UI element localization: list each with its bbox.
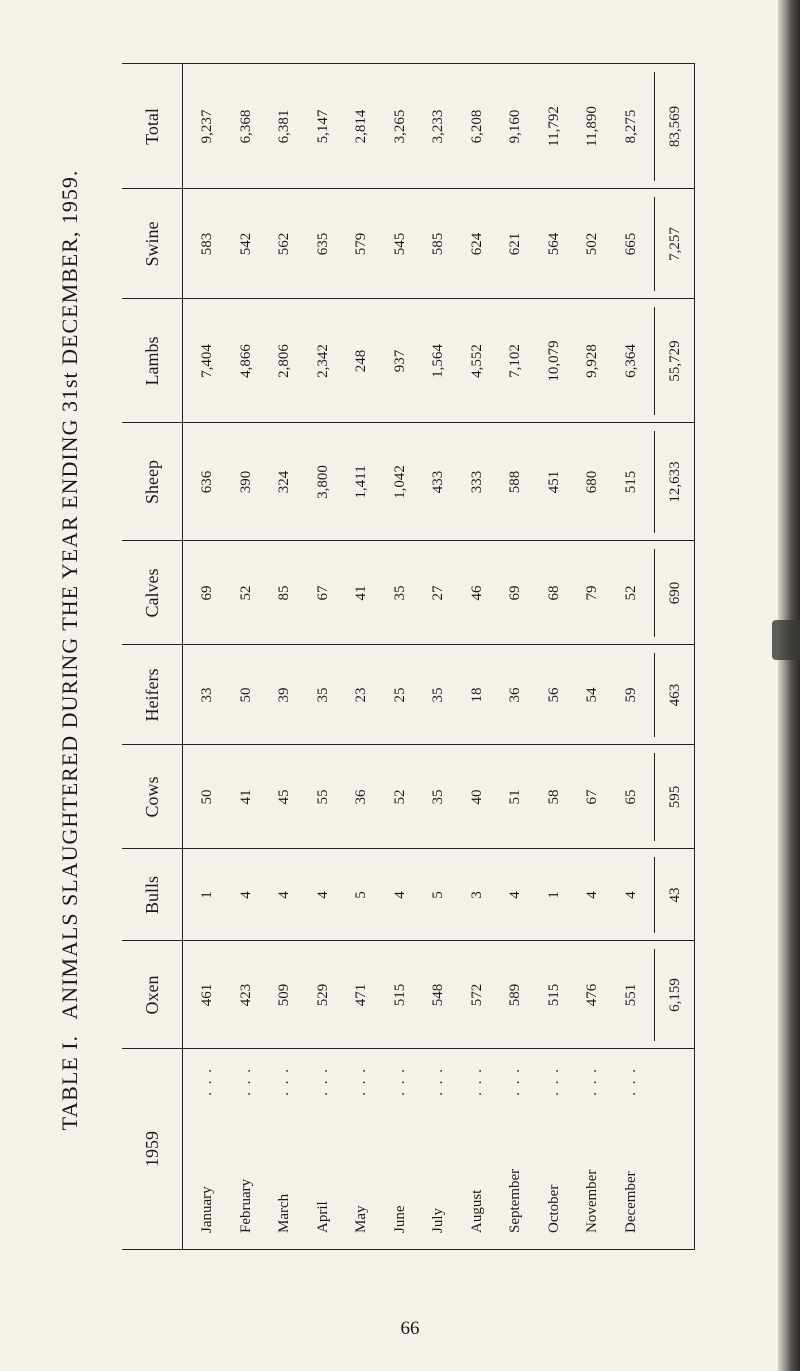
month-label xyxy=(573,1049,611,1249)
leader-dots: . . . xyxy=(584,1067,600,1096)
slaughter-table xyxy=(122,63,695,1250)
month-name: October xyxy=(545,1184,562,1233)
month-label xyxy=(381,1049,419,1249)
column-header-calves: Calves xyxy=(122,541,183,645)
month-name: August xyxy=(468,1189,485,1233)
table-cell-calves: 68 xyxy=(545,585,562,601)
table-cell-lambs: 9,928 xyxy=(584,344,600,378)
leader-dots: . . . xyxy=(545,1067,562,1096)
column-lambs xyxy=(122,298,694,423)
month-label xyxy=(188,1049,226,1249)
table-cell-lambs: 1,564 xyxy=(430,344,446,378)
table-cell-calves: 69 xyxy=(199,585,215,601)
total-heifers: 463 xyxy=(667,683,683,707)
column-sheep xyxy=(122,422,694,541)
month-label xyxy=(342,1049,380,1249)
leader-dots: . . . xyxy=(507,1067,523,1096)
scan-edge-mark xyxy=(772,620,800,660)
table-cell-sheep: 515 xyxy=(622,470,639,494)
table-cell-bulls: 5 xyxy=(430,891,446,899)
month-label xyxy=(227,1049,265,1249)
table-cell-swine: 665 xyxy=(622,232,639,256)
column-calves xyxy=(122,540,694,645)
table-cell-sheep: 390 xyxy=(237,470,254,494)
table-cell-cows: 67 xyxy=(584,789,600,805)
table-cell-heifers: 33 xyxy=(199,687,215,703)
table-cell-heifers: 59 xyxy=(622,687,639,703)
column-header-cows: Cows xyxy=(122,745,183,849)
table-cell-bulls: 4 xyxy=(237,891,254,899)
table-cell-heifers: 18 xyxy=(468,687,485,703)
table-cell-heifers: 35 xyxy=(430,687,446,703)
table-cell-sheep: 3,800 xyxy=(314,465,331,499)
table-number: TABLE I. xyxy=(57,1034,82,1131)
table-cell-lambs: 4,866 xyxy=(237,344,254,378)
table-cell-total: 9,160 xyxy=(507,109,523,144)
total-calves: 690 xyxy=(667,581,683,605)
table-cell-sheep: 1,042 xyxy=(391,465,408,499)
table-cell-total: 2,814 xyxy=(353,109,369,144)
leader-dots: . . . xyxy=(199,1067,215,1096)
column-header-total: Total xyxy=(122,64,183,189)
column-oxen xyxy=(122,940,694,1049)
leader-dots: . . . xyxy=(430,1067,446,1096)
table-caption xyxy=(50,50,90,1250)
table-title: ANIMALS SLAUGHTERED DURING THE YEAR ENDING 31st DECEMBER, 1959. xyxy=(57,169,82,1020)
total-rule xyxy=(654,549,655,637)
table-cell-bulls: 4 xyxy=(391,891,408,899)
table-cell-oxen: 572 xyxy=(468,983,485,1007)
table-cell-calves: 27 xyxy=(430,585,446,601)
table-cell-cows: 36 xyxy=(353,789,369,805)
column-header-lambs: Lambs xyxy=(122,299,183,423)
page-number: 66 xyxy=(400,1318,420,1339)
column-month xyxy=(122,1048,694,1249)
table-cell-total: 8,275 xyxy=(622,109,639,144)
total-rule xyxy=(654,72,655,181)
month-name: September xyxy=(507,1168,523,1233)
total-bulls: 43 xyxy=(667,887,683,903)
leader-dots: . . . xyxy=(237,1067,254,1096)
table-cell-bulls: 4 xyxy=(584,891,600,899)
table-cell-oxen: 515 xyxy=(545,983,562,1007)
table-cell-oxen: 515 xyxy=(391,983,408,1007)
table-cell-calves: 79 xyxy=(584,585,600,601)
month-label xyxy=(535,1049,573,1249)
month-name: April xyxy=(314,1201,331,1233)
table-cell-oxen: 551 xyxy=(622,983,639,1007)
table-cell-oxen: 471 xyxy=(353,983,369,1007)
table-cell-bulls: 1 xyxy=(545,891,562,899)
total-rule xyxy=(654,197,655,291)
total-rule xyxy=(654,307,655,415)
table-cell-swine: 542 xyxy=(237,232,254,256)
table-cell-sheep: 451 xyxy=(545,470,562,494)
column-swine xyxy=(122,188,694,299)
table-cell-sheep: 636 xyxy=(199,470,215,494)
leader-dots: . . . xyxy=(391,1067,408,1096)
total-oxen: 6,159 xyxy=(667,978,683,1012)
total-cows: 595 xyxy=(667,785,683,809)
table-cell-bulls: 1 xyxy=(199,891,215,899)
rotated-page xyxy=(50,50,770,1250)
month-name: February xyxy=(237,1178,254,1233)
table-cell-calves: 35 xyxy=(391,585,408,601)
leader-dots: . . . xyxy=(276,1067,292,1096)
total-sheep: 12,633 xyxy=(667,461,683,503)
month-name: January xyxy=(199,1186,215,1233)
table-cell-cows: 50 xyxy=(199,789,215,805)
month-label xyxy=(304,1049,342,1249)
total-swine: 7,257 xyxy=(667,227,683,261)
column-cows xyxy=(122,744,694,849)
month-label xyxy=(419,1049,457,1249)
table-cell-swine: 545 xyxy=(391,232,408,256)
table-cell-heifers: 23 xyxy=(353,687,369,703)
table-cell-lambs: 10,079 xyxy=(545,340,562,382)
month-name: December xyxy=(622,1171,639,1233)
table-cell-total: 11,890 xyxy=(584,106,600,147)
table-cell-total: 6,381 xyxy=(276,109,292,144)
total-rule xyxy=(654,857,655,933)
column-header-bulls: Bulls xyxy=(122,849,183,941)
table-cell-total: 3,265 xyxy=(391,109,408,144)
column-header-heifers: Heifers xyxy=(122,645,183,745)
table-cell-calves: 52 xyxy=(622,585,639,601)
total-lambs: 55,729 xyxy=(667,340,683,382)
month-label xyxy=(496,1049,534,1249)
table-cell-cows: 45 xyxy=(276,789,292,805)
total-rule xyxy=(654,431,655,533)
table-cell-lambs: 7,404 xyxy=(199,344,215,378)
table-cell-heifers: 36 xyxy=(507,687,523,703)
column-header-swine: Swine xyxy=(122,189,183,299)
month-label xyxy=(612,1049,650,1249)
table-cell-cows: 58 xyxy=(545,789,562,805)
table-cell-swine: 635 xyxy=(314,232,331,256)
table-cell-sheep: 333 xyxy=(468,470,485,494)
table-cell-swine: 583 xyxy=(199,232,215,256)
table-cell-heifers: 50 xyxy=(237,687,254,703)
column-bulls xyxy=(122,848,694,941)
table-cell-cows: 40 xyxy=(468,789,485,805)
table-cell-lambs: 6,364 xyxy=(622,344,639,378)
leader-dots: . . . xyxy=(353,1067,369,1096)
table-cell-swine: 579 xyxy=(353,232,369,256)
month-name: July xyxy=(430,1207,446,1233)
table-cell-total: 6,368 xyxy=(237,109,254,144)
table-cell-calves: 67 xyxy=(314,585,331,601)
table-cell-heifers: 35 xyxy=(314,687,331,703)
table-cell-oxen: 423 xyxy=(237,983,254,1007)
table-cell-oxen: 548 xyxy=(430,983,446,1007)
column-total xyxy=(122,64,694,189)
month-name: May xyxy=(353,1205,369,1233)
month-label xyxy=(458,1049,496,1249)
scan-edge-shadow xyxy=(778,0,800,1371)
total-total: 83,569 xyxy=(667,105,683,148)
total-rule xyxy=(654,653,655,737)
table-cell-bulls: 3 xyxy=(468,891,485,899)
column-header-month: 1959 xyxy=(122,1049,183,1249)
table-cell-total: 9,237 xyxy=(199,109,215,144)
table-cell-sheep: 680 xyxy=(584,470,600,494)
table-cell-total: 3,233 xyxy=(430,109,446,144)
table-cell-lambs: 248 xyxy=(353,349,369,373)
table-cell-total: 6,208 xyxy=(468,109,485,144)
table-cell-heifers: 39 xyxy=(276,687,292,703)
table-cell-oxen: 461 xyxy=(199,983,215,1007)
table-cell-oxen: 589 xyxy=(507,983,523,1007)
table-cell-calves: 85 xyxy=(276,585,292,601)
leader-dots: . . . xyxy=(468,1067,485,1096)
table-cell-swine: 621 xyxy=(507,232,523,256)
table-cell-swine: 502 xyxy=(584,232,600,256)
table-cell-calves: 52 xyxy=(237,585,254,601)
table-cell-bulls: 4 xyxy=(314,891,331,899)
table-cell-bulls: 4 xyxy=(507,891,523,899)
leader-dots: . . . xyxy=(314,1067,331,1096)
table-cell-sheep: 1,411 xyxy=(353,465,369,499)
table-cell-sheep: 324 xyxy=(276,470,292,494)
table-cell-oxen: 476 xyxy=(584,983,600,1007)
table-cell-lambs: 4,552 xyxy=(468,344,485,378)
table-cell-swine: 564 xyxy=(545,232,562,256)
column-heifers xyxy=(122,644,694,745)
table-cell-swine: 562 xyxy=(276,232,292,256)
table-cell-oxen: 509 xyxy=(276,983,292,1007)
table-cell-lambs: 2,342 xyxy=(314,344,331,378)
table-cell-sheep: 588 xyxy=(507,470,523,494)
table-cell-bulls: 4 xyxy=(276,891,292,899)
table-cell-swine: 585 xyxy=(430,232,446,256)
table-cell-sheep: 433 xyxy=(430,470,446,494)
table-cell-lambs: 7,102 xyxy=(507,344,523,378)
column-header-sheep: Sheep xyxy=(122,423,183,541)
table-cell-cows: 55 xyxy=(314,789,331,805)
month-name: March xyxy=(276,1193,292,1233)
table-cell-bulls: 5 xyxy=(353,891,369,899)
table-cell-cows: 65 xyxy=(622,789,639,805)
leader-dots: . . . xyxy=(622,1067,639,1096)
table-cell-heifers: 25 xyxy=(391,687,408,703)
total-rule xyxy=(654,753,655,841)
month-name: June xyxy=(391,1205,408,1233)
total-rule xyxy=(654,949,655,1041)
column-header-oxen: Oxen xyxy=(122,941,183,1049)
table-cell-total: 11,792 xyxy=(545,106,562,147)
month-name: November xyxy=(584,1169,600,1233)
table-cell-heifers: 54 xyxy=(584,687,600,703)
table-cell-lambs: 937 xyxy=(391,349,408,373)
table-cell-cows: 35 xyxy=(430,789,446,805)
table-cell-bulls: 4 xyxy=(622,891,639,899)
table-cell-calves: 46 xyxy=(468,585,485,601)
table-cell-cows: 41 xyxy=(237,789,254,805)
table-cell-cows: 51 xyxy=(507,789,523,805)
table-cell-swine: 624 xyxy=(468,232,485,256)
table-cell-total: 5,147 xyxy=(314,109,331,144)
table-cell-lambs: 2,806 xyxy=(276,344,292,378)
table-cell-cows: 52 xyxy=(391,789,408,805)
month-label xyxy=(265,1049,303,1249)
table-cell-heifers: 56 xyxy=(545,687,562,703)
table-cell-oxen: 529 xyxy=(314,983,331,1007)
table-cell-calves: 41 xyxy=(353,585,369,601)
table-cell-calves: 69 xyxy=(507,585,523,601)
